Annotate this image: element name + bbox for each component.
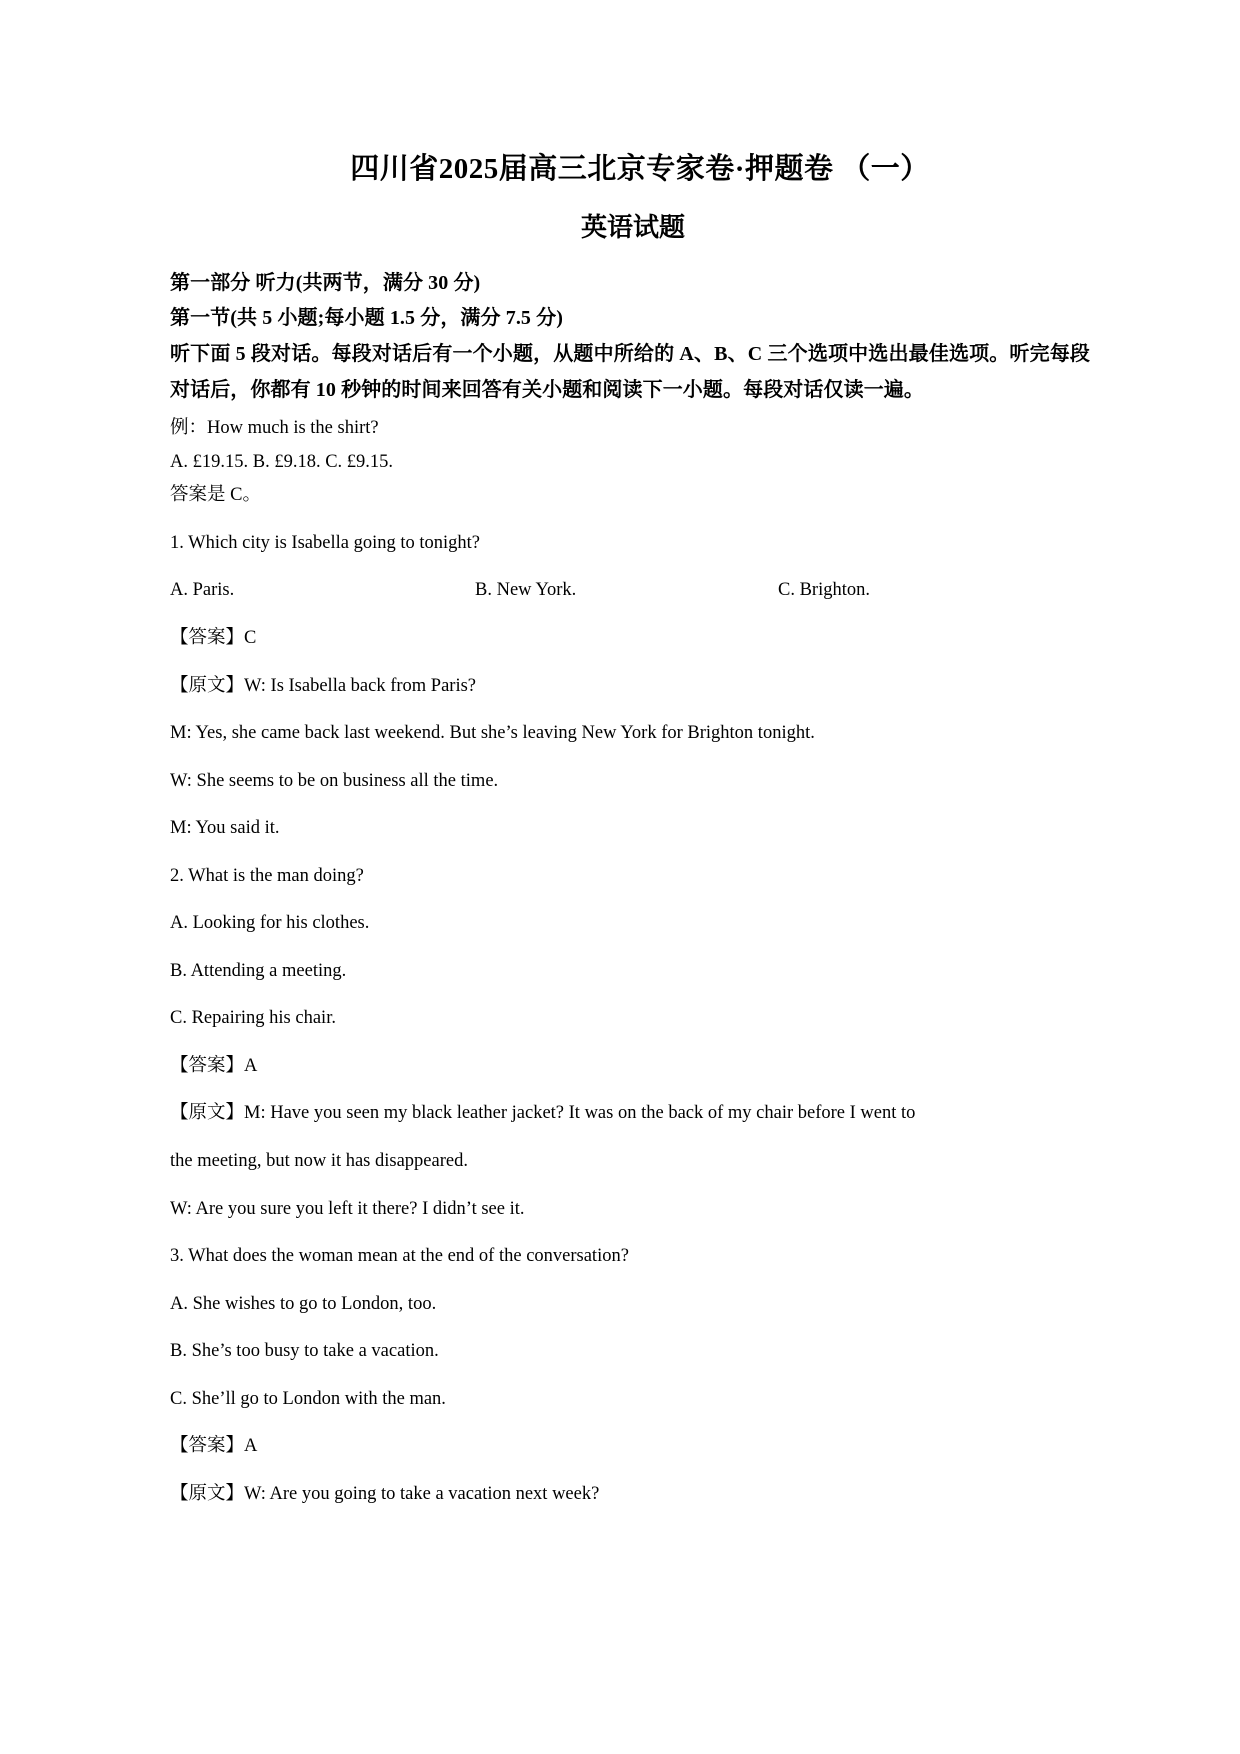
example-options: A. £19.15. B. £9.18. C. £9.15. — [170, 451, 394, 472]
question-2-option-a[interactable]: A. Looking for his clothes. — [170, 913, 370, 934]
listening-instructions: 听下面 5 段对话。每段对话后有一个小题，从题中所给的 A、B、C 三个选项中选出最佳选项。听完每段对话后，你都有 10 秒钟的时间来回答有关小题和阅读下一小题。每段对话仅读一遍。 — [170, 343, 1090, 401]
question-2-transcript-line-1: the meeting, but now it has disappeared. — [170, 1151, 468, 1171]
question-2-transcript-head: 【原文】M: Have you seen my black leather jacket? It was on the back of my chair before I went to — [170, 1103, 916, 1124]
page-subtitle: 英语试题 — [580, 212, 685, 242]
question-1-option-a[interactable]: A. Paris. — [170, 580, 235, 601]
question-3-option-b[interactable]: B. She’s too busy to take a vacation. — [170, 1341, 439, 1362]
question-3-transcript-head: 【原文】W: Are you going to take a vacation next week? — [170, 1483, 600, 1504]
example-prompt: 例：How much is the shirt? — [170, 418, 379, 439]
question-2-option-c[interactable]: C. Repairing his chair. — [170, 1008, 336, 1029]
question-1-options — [170, 578, 1090, 604]
part-one-heading: 第一部分 听力(共两节，满分 30 分) — [170, 271, 481, 294]
question-1-transcript-head: 【原文】W: Is Isabella back from Paris? — [170, 675, 477, 696]
question-2-answer: 【答案】A — [170, 1055, 258, 1076]
section-one-heading: 第一节(共 5 小题;每小题 1.5 分，满分 7.5 分) — [170, 307, 563, 330]
question-2-stem: 2. What is the man doing? — [170, 865, 364, 886]
question-3-stem: 3. What does the woman mean at the end of the conversation? — [170, 1246, 629, 1267]
question-1-transcript-line-2: W: She seems to be on business all the time. — [170, 770, 499, 791]
question-1-transcript-line-1: M: Yes, she came back last weekend. But she’s leaving New York for Brighton tonight. — [170, 723, 815, 744]
question-1-option-b[interactable]: B. New York. — [475, 580, 577, 601]
question-2-transcript-line-2: W: Are you sure you left it there? I didn’t see it. — [170, 1198, 525, 1219]
example-answer: 答案是 C。 — [170, 485, 261, 506]
question-3-option-c[interactable]: C. She’ll go to London with the man. — [170, 1388, 446, 1409]
question-1-stem: 1. Which city is Isabella going to tonight? — [170, 532, 480, 553]
question-1-answer: 【答案】C — [170, 628, 257, 649]
question-1-transcript-line-3: M: You said it. — [170, 818, 280, 839]
question-2-option-b[interactable]: B. Attending a meeting. — [170, 960, 347, 981]
question-1-option-c[interactable]: C. Brighton. — [778, 580, 870, 601]
page-title: 四川省2025届高三北京专家卷·押题卷 （一） — [350, 153, 930, 185]
question-3-option-a[interactable]: A. She wishes to go to London, too. — [170, 1293, 437, 1314]
question-3-answer: 【答案】A — [170, 1436, 258, 1457]
